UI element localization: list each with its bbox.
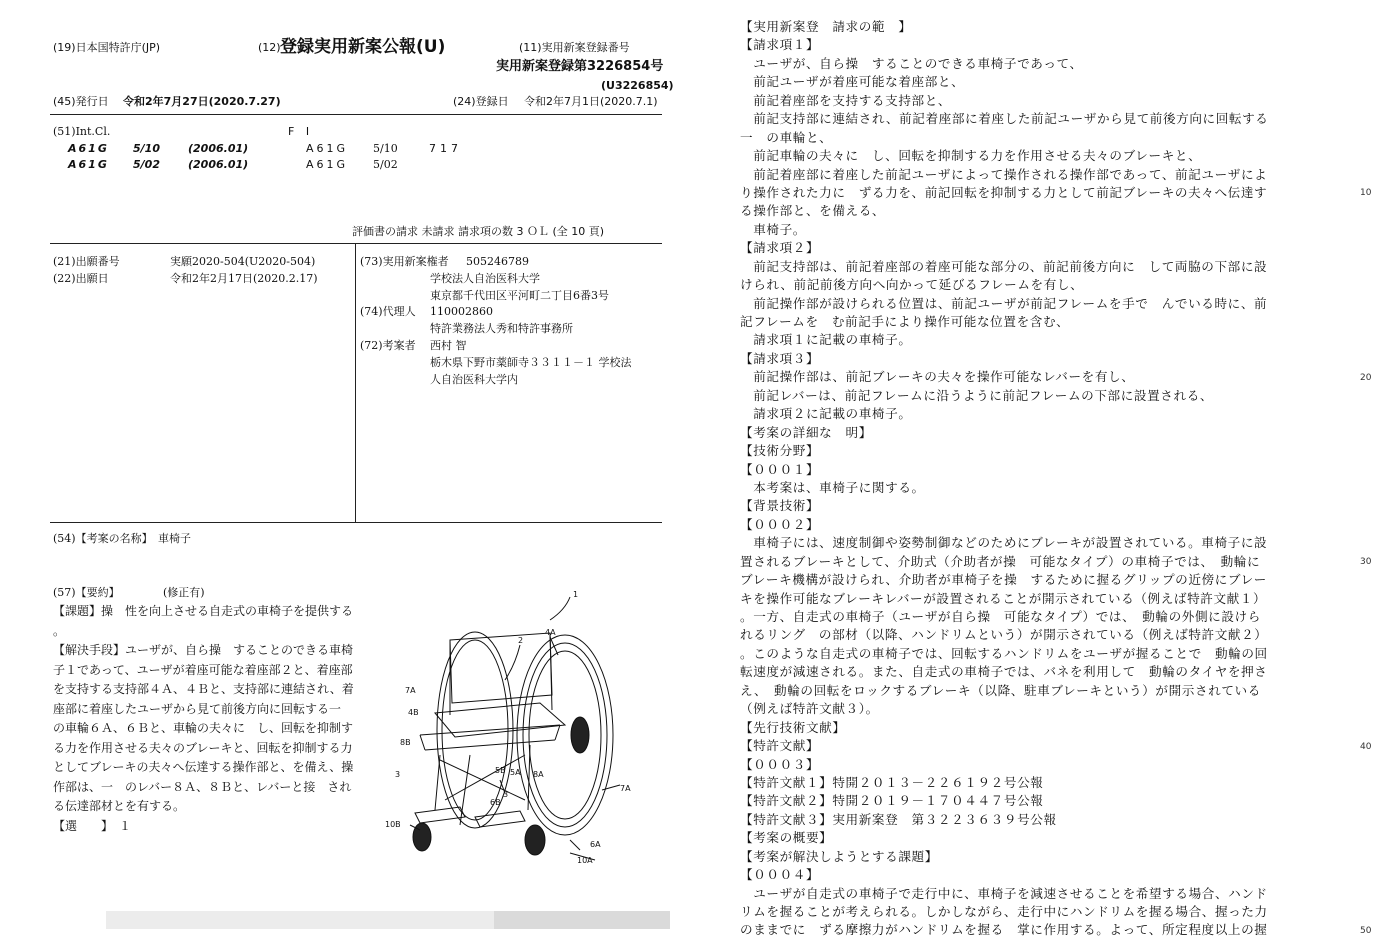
text-line: 【技術分野】 (740, 443, 820, 459)
fi-label: F I (288, 125, 314, 138)
text-line: 車椅子。 (740, 221, 806, 237)
text-line: 請求項２に記載の車椅子。 (740, 406, 912, 422)
text-line: けられ、前記前後方向へ向かって延びるフレームを有し、 (740, 277, 1084, 293)
registration-number: 実用新案登録第3226854号 (496, 59, 664, 74)
wheelchair-figure (380, 585, 660, 885)
fi-row-1-code: A61G (306, 142, 349, 155)
rear-wheel-right-inner (529, 651, 601, 819)
text-line: 【特許文献２】特開２０１９－１７０４４７号公報 (740, 793, 1044, 809)
gazette-title-number: (12) (258, 41, 281, 54)
text-line: 前記支持部は、前記着座部の着座可能な部分の、前記前後方向に して両脇の下部に設 (740, 258, 1268, 274)
abstract-problem: 【課題】操 性を向上させる自走式の車椅子を提供する 。 (53, 604, 354, 638)
inventor-address-line-2: 人自治医科大学内 (430, 373, 518, 386)
label-8a: 8A (533, 770, 544, 779)
header-divider (50, 114, 662, 115)
holder-address: 東京都千代田区平河町二丁目6番3号 (430, 289, 609, 302)
text-line: 【０００１】 (740, 461, 820, 477)
caster-right (525, 825, 545, 855)
text-line: 【０００２】 (740, 516, 820, 532)
horizontal-scrollbar-thumb[interactable] (494, 911, 670, 929)
rear-wheel-right-outer (517, 635, 613, 835)
class-row-1-group: 5/10 (133, 142, 160, 155)
issue-date-label: (45)発行日 (53, 95, 109, 108)
device-title: 車椅子 (158, 532, 191, 545)
text-line: のままでに ずる摩擦力がハンドリムを握る 掌に作用する。よって、所定程度以上の握 (740, 922, 1268, 938)
inventor-label: (72)考案者 (360, 339, 416, 352)
text-line: 。一方、自走式の車椅子（ユーザが自ら操 可能なタイプ）では、 動輪の外側に設けら (740, 609, 1261, 624)
holder-label: (73)実用新案権者 (360, 255, 449, 268)
fi-row-2-code: A61G (306, 158, 349, 171)
text-line: 【先行技術文献】 (740, 719, 846, 735)
filing-date: 令和2年2月17日(2020.2.17) (170, 272, 318, 285)
text-line: 【０００３】 (740, 756, 820, 772)
text-line: 【０００４】 (740, 867, 820, 883)
text-line: 一 の車輪と、 (740, 129, 833, 145)
examination-status-line: 評価書の請求 未請求 請求項の数 3 ＯＬ (全 10 頁) (352, 225, 605, 238)
text-line: 【特許文献３】実用新案登 第３２２３６３９号公報 (740, 811, 1057, 827)
intcl-label: (51)Int.Cl. (53, 125, 111, 138)
fi-row-1-extra: 717 (429, 142, 462, 155)
abstract-label: (57)【要約】 (53, 586, 120, 599)
abstract-figure-selection: 【選 】 １ (53, 818, 132, 833)
class-row-1-code: A61G (68, 142, 109, 155)
label-3-lower: 3 (503, 790, 509, 799)
label-2: 2 (518, 636, 524, 645)
text-line: 【特許文献】 (740, 738, 820, 754)
text-line: リムを握ることが考えられる。しかしながら、走行中にハンドリムを握る場合、握った力 (740, 904, 1268, 919)
label-4a: 4A (545, 628, 556, 637)
label-1: 1 (573, 590, 579, 599)
text-line: 前記支持部に連結され、前記着座部に着座した前記ユーザから見て前後方向に回転する (740, 111, 1269, 127)
label-6b: 6B (490, 798, 501, 807)
claims-and-description (740, 18, 1340, 940)
text-line: 前記操作部が設けられる位置は、前記ユーザが前記フレームを手で んでいる時に、前 (740, 295, 1268, 311)
label-5a: 5A (510, 768, 521, 777)
text-line: 本考案は、車椅子に関する。 (740, 479, 925, 495)
inventor-name: 西村 智 (430, 339, 467, 352)
registration-code: (U3226854) (601, 79, 674, 92)
registration-number-label: (11)実用新案登録番号 (519, 41, 630, 54)
text-line: （例えば特許文献３）。 (740, 701, 879, 717)
abstract-note: (修正有) (163, 586, 205, 599)
class-row-2-group: 5/02 (133, 158, 160, 171)
text-line: 。このような自走式の車椅子では、回転するハンドリムをユーザが握ることで 動輪の回 (740, 645, 1268, 661)
application-number: 実願2020-504(U2020-504) (170, 255, 316, 268)
holder-name: 学校法人自治医科大学 (430, 272, 540, 285)
text-line: 【請求項３】 (740, 350, 820, 366)
gazette-title: 登録実用新案公報(U) (280, 37, 446, 57)
agent-label: (74)代理人 (360, 305, 416, 318)
text-line: 前記着座部を支持する支持部と、 (740, 92, 952, 108)
line-number-10: 10 (1360, 188, 1372, 198)
line-number-40: 40 (1360, 742, 1372, 752)
bibliographic-bottom-rule (50, 522, 662, 523)
issue-date: 令和2年7月27日(2020.7.27) (123, 95, 281, 108)
seat (435, 703, 565, 737)
device-title-label: (54)【考案の名称】 (53, 532, 153, 545)
label-8b: 8B (400, 738, 411, 747)
abstract-solution: 【解決手段】ユーザが、自ら操 することのできる車椅 子１であって、ユーザが着座可能な着座部２と、着座部 を支持する支持部４Ａ、４Ｂと、支持部に連結され、着 座部に着座したユーザから見て前後方向に回転する一 の車輪６Ａ、６Ｂと、車輪の夫々に し、回転を抑制す る力を作用させる夫々のブレーキと、回転を抑制する力 としてブレーキの夫々へ伝達する操作部と、を備え、操 作部は、一 のレバー８Ａ、８Ｂと、レバーと接 され る伝達部材とを有する。 (53, 643, 354, 813)
text-line: 【考案が解決しようとする課題】 (740, 848, 938, 864)
text-line: 前記ユーザが着座可能な着座部と、 (740, 74, 965, 90)
caster-left (413, 823, 431, 851)
text-line: 転速度が減速される。また、自走式の車椅子では、バネを利用して 動輪のタイヤを押さ (740, 664, 1268, 680)
holder-id: 505246789 (466, 255, 529, 268)
text-line: ユーザが、自ら操 することのできる車椅子であって、 (740, 55, 1083, 71)
rear-wheel-hub (571, 717, 589, 753)
text-line: 請求項１に記載の車椅子。 (740, 332, 912, 348)
inventor-address-line-1: 栃木県下野市薬師寺３３１１－１ 学校法 (430, 356, 632, 369)
label-3-upper: 3 (395, 770, 401, 779)
label-10b: 10B (385, 820, 401, 829)
text-line: 【請求項１】 (740, 37, 820, 53)
text-line: キを操作可能なブレーキレバーが設置されることが開示されている（例えば特許文献１） (740, 590, 1267, 606)
abstract-body (53, 602, 358, 836)
label-6a: 6A (590, 840, 601, 849)
label-5b: 5B (495, 766, 506, 775)
fi-row-2-group: 5/02 (373, 158, 398, 171)
text-line: 前記車輪の夫々に し、回転を抑制する力を作用させる夫々のブレーキと、 (740, 148, 1202, 164)
text-line: 前記操作部は、前記ブレーキの夫々を操作可能なレバーを有し、 (740, 369, 1135, 385)
label-4b: 4B (408, 708, 419, 717)
text-line: え、 動輪の回転をロックするブレーキ（以降、駐車ブレーキという）が開示されている (740, 682, 1261, 698)
application-number-label: (21)出願番号 (53, 255, 120, 268)
text-line: 【考案の概要】 (740, 830, 833, 846)
rear-wheel-right-rim (523, 643, 607, 827)
label-7a-right: 7A (620, 784, 631, 793)
text-line: り操作された力に ずる力を、前記回転を抑制する力として前記ブレーキの夫々へ伝達す (740, 184, 1268, 200)
text-line: る操作部と、を備える、 (740, 203, 886, 219)
filing-date-label: (22)出願日 (53, 272, 109, 285)
agent-name: 特許業務法人秀和特許事務所 (430, 322, 573, 335)
line-number-50: 50 (1360, 926, 1372, 936)
bibliographic-column-rule (355, 243, 356, 522)
class-row-1-version: (2006.01) (188, 142, 249, 155)
label-10a: 10A (577, 856, 593, 865)
registration-date: 令和2年7月1日(2020.7.1) (524, 95, 658, 108)
text-line: 【考案の詳細な 明】 (740, 424, 872, 440)
footrest-left (415, 807, 465, 823)
class-row-2-code: A61G (68, 158, 109, 171)
class-row-2-version: (2006.01) (188, 158, 249, 171)
text-line: れるリング の部材（以降、ハンドリムという）が開示されている（例えば特許文献２） (740, 627, 1268, 643)
bibliographic-top-rule (50, 243, 662, 244)
text-line: 【請求項２】 (740, 240, 820, 256)
line-number-30: 30 (1360, 557, 1372, 567)
line-number-20: 20 (1360, 373, 1372, 383)
text-line: 【実用新案登 請求の範 】 (740, 19, 912, 34)
text-line: 記フレームを む前記手により操作可能な位置を含む、 (740, 314, 1070, 329)
text-line: 【特許文献１】特開２０１３－２２６１９２号公報 (740, 774, 1044, 790)
rear-wheel-left-rim (442, 640, 508, 820)
front-page (0, 0, 700, 929)
text-line: ユーザが自走式の車椅子で走行中に、車椅子を減速させることを希望する場合、ハンド (740, 885, 1268, 901)
agent-id: 110002860 (430, 305, 493, 318)
text-line: 置されるブレーキとして、介助式（介助者が操 可能なタイプ）の車椅子では、 動輪に (740, 553, 1261, 569)
registration-date-label: (24)登録日 (453, 95, 509, 108)
footrest-right (475, 811, 525, 827)
text-line: 前記着座部に着座した前記ユーザによって操作される操作部であって、前記ユーザによ (740, 166, 1268, 182)
text-line: 車椅子には、速度制御や姿勢制御などのためにブレーキが設置されている。車椅子に設 (740, 535, 1268, 551)
text-line: ブレーキ機構が設けられ、介助者が車椅子を操 するために握るグリップの近傍にブレー (740, 572, 1267, 588)
label-7a-left: 7A (405, 686, 416, 695)
text-line: 前記レバーは、前記フレームに沿うように前記フレームの下部に設置される、 (740, 387, 1214, 403)
text-line: 【背景技術】 (740, 498, 820, 514)
fi-row-1-group: 5/10 (373, 142, 398, 155)
office-name: (19)日本国特許庁(JP) (53, 41, 161, 54)
